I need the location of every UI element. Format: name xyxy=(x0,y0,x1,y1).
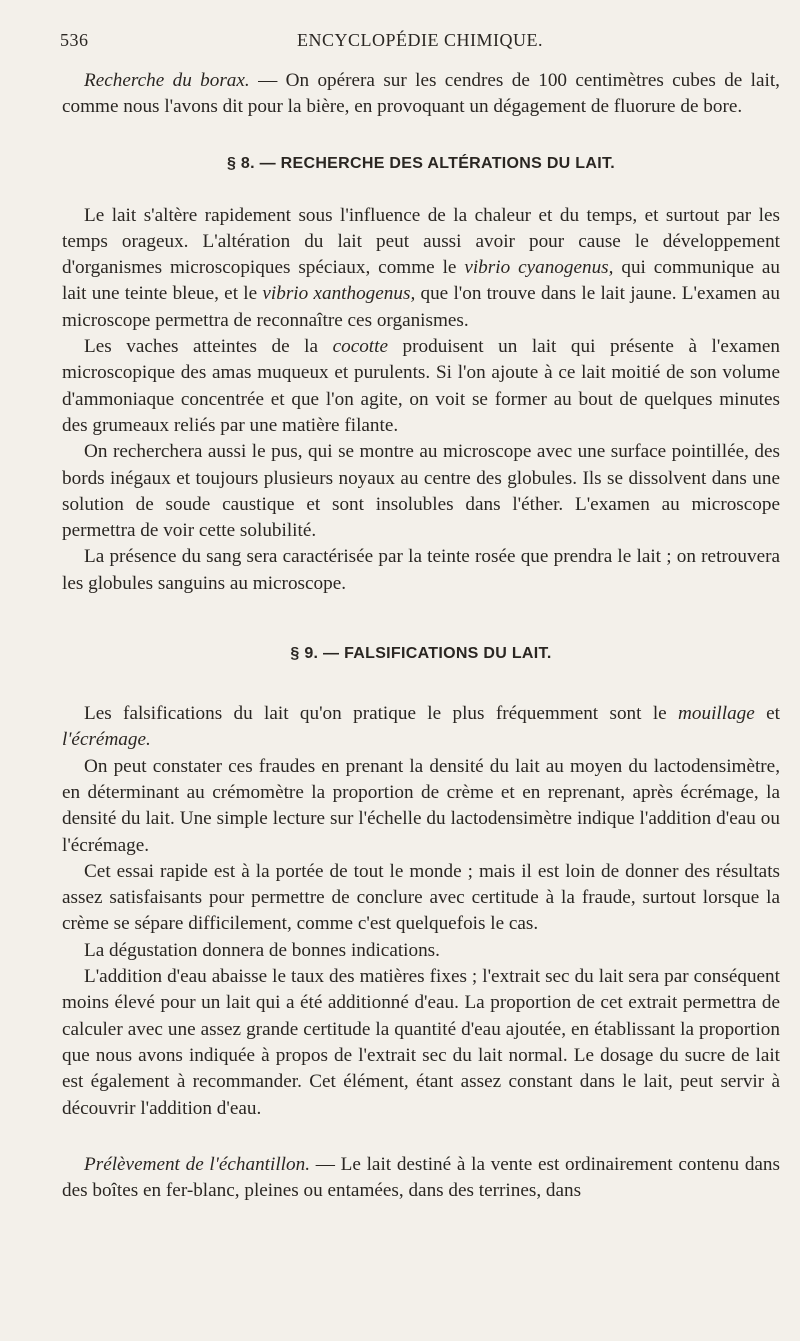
italic-term: vibrio cyanogenus, xyxy=(464,257,614,279)
paragraph-falsifications-1 xyxy=(62,701,780,754)
paragraph-alterations-3: On recherchera aussi le pus, qui se montre au microscope avec une surface pointillée, des bords inégaux et toujours plusieurs noyaux au centre des globules. Ils se dissolvent dans une solution de soude caustique et sont insolubles dans l'éther. L'examen au microscope permettra de voir cette solubilité. xyxy=(62,441,780,542)
italic-term: cocotte xyxy=(332,336,388,358)
running-title: ENCYCLOPÉDIE CHIMIQUE. xyxy=(297,30,543,50)
page-header xyxy=(60,30,780,56)
paragraph-falsifications-3: Cet essai rapide est à la portée de tout le monde ; mais il est loin de donner des résultats assez satisfaisants pour permettre de conclure avec certitude à la fraude, surtout lorsque la crème se sépare difficilement, comme c'est quelquefois le cas. xyxy=(62,860,780,935)
paragraph-falsifications-5: L'addition d'eau abaisse le taux des matières fixes ; l'extrait sec du lait sera par conséquent moins élevé pour un lait qui a été additionné d'eau. La proportion de cet extrait permettra de calculer avec une assez grande certitude la quantité d'eau ajoutée, en établissant la proportion que nous avons indiquée à propos de l'extrait sec du lait normal. Le dosage du sucre de lait est également à recommander. Cet élément, étant assez constant dans le lait, peut servir à découvrir l'addition d'eau. xyxy=(62,966,780,1119)
section-9-heading: § 9. — FALSIFICATIONS DU LAIT. xyxy=(290,645,552,663)
text-run: Le lait s'altère rapidement sous l'influence de la chaleur et du temps, et surtout par les temps orageux. L'altération du lait peut aussi avoir pour cause le développement d'organismes microscopiques spéciaux, comme le xyxy=(62,204,780,279)
text-run: Les falsifications du lait qu'on pratique le plus fréquemment sont le xyxy=(84,703,679,725)
paragraph-prelevement xyxy=(62,1152,780,1205)
section-8-heading: § 8. — RECHERCHE DES ALTÉRATIONS DU LAIT. xyxy=(226,154,616,172)
paragraph-text: — Le lait destiné à la vente est ordinairement contenu dans des boîtes en fer-blanc, pleines ou entamées, dans des terrines, dans xyxy=(62,1153,780,1202)
page-number: 536 xyxy=(60,30,89,50)
italic-term: l'écrémage. xyxy=(62,729,151,751)
page-body xyxy=(62,68,780,1204)
text-run: que l'on trouve dans le lait jaune. L'examen au microscope permettra de reconnaître ces organismes. xyxy=(62,283,781,331)
paragraph-lead: Recherche du borax. xyxy=(84,70,250,91)
paragraph-falsifications-4: La dégustation donnera de bonnes indications. xyxy=(84,939,440,961)
text-run: qui communique au lait une teinte bleue, et le xyxy=(62,257,780,305)
paragraph-lead: Prélèvement de l'échantillon. xyxy=(84,1153,310,1175)
paragraph-falsifications-2: On peut constater ces fraudes en prenant la densité du lait au moyen du lactodensimètre, en déterminant au crémomètre la proportion de crème et en reprenant, après écrémage, la densité du lait. Une simple lecture sur l'échelle du lactodensimètre indique l'addition d'eau ou l'écrémage. xyxy=(62,755,780,856)
text-run: produisent un lait qui présente à l'examen microscopique des amas muqueux et purulents. Si l'on ajoute à ce lait moitié de son volume d'ammoniaque concentrée et que l'on agite, on voit se former au bout de quelques minutes des grumeaux reliés par une matière filante. xyxy=(62,336,780,436)
paragraph-alterations-2 xyxy=(62,334,780,439)
paragraph-text: — On opérera sur les cendres de 100 centimètres cubes de lait, comme nous l'avons dit pour la bière, en provoquant un dégagement de fluorure de bore. xyxy=(62,70,780,118)
paragraph-borax xyxy=(62,68,780,121)
italic-term: mouillage xyxy=(678,703,755,725)
text-run: et xyxy=(754,703,780,725)
italic-term: vibrio xanthogenus, xyxy=(262,283,416,305)
paragraph-alterations-1 xyxy=(62,203,780,334)
text-run: Les vaches atteintes de la xyxy=(84,336,333,358)
paragraph-alterations-4: La présence du sang sera caractérisée par la teinte rosée que prendra le lait ; on retrouvera les globules sanguins au microscope. xyxy=(62,546,780,594)
